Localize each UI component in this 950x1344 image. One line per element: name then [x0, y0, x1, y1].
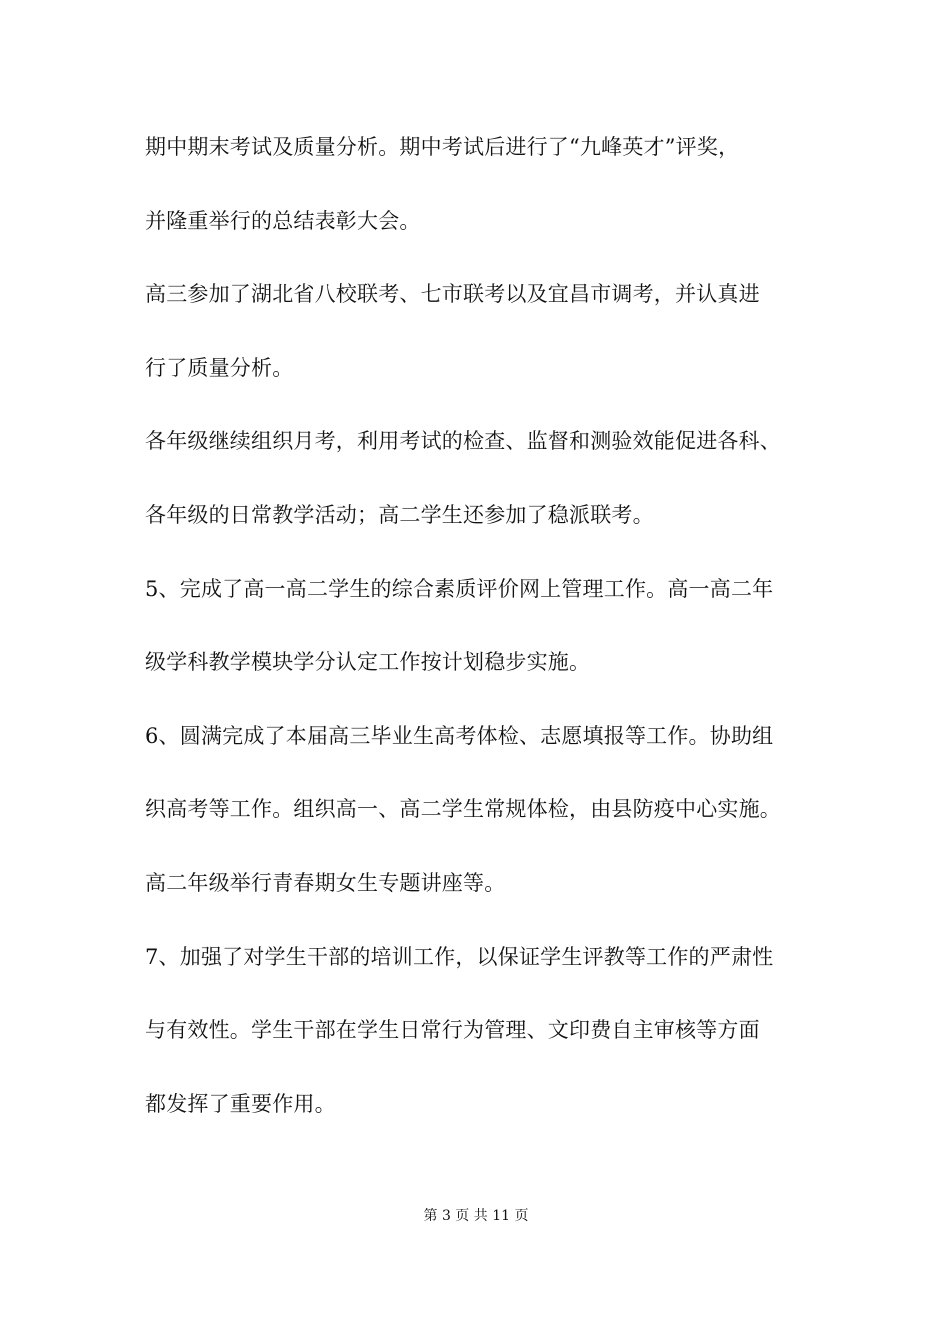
text-line: 6、圆满完成了本届高三毕业生高考体检、志愿填报等工作。协助组	[145, 723, 774, 748]
text-line: 织高考等工作。组织高一、高二学生常规体检，由县防疫中心实施。	[145, 797, 781, 822]
body-text	[145, 125, 825, 1155]
page-number: 第 3 页 共 11 页	[423, 1208, 529, 1224]
text-line: 期中期末考试及质量分析。期中考试后进行了“九峰英才”评奖，	[145, 135, 740, 159]
text-line: 行了质量分析。	[145, 355, 294, 380]
text-line: 并隆重举行的总结表彰大会。	[145, 208, 421, 233]
text-line: 级学科教学模块学分认定工作按计划稳步实施。	[145, 650, 591, 675]
text-line: 7、加强了对学生干部的培训工作，以保证学生评教等工作的严肃性	[145, 944, 774, 969]
text-line: 高三参加了湖北省八校联考、七市联考以及宜昌市调考，并认真进	[145, 282, 760, 307]
text-line: 高二年级举行青春期女生专题讲座等。	[145, 870, 506, 895]
page-footer	[0, 1204, 950, 1228]
text-line: 与有效性。学生干部在学生日常行为管理、文印费自主审核等方面	[145, 1018, 760, 1043]
text-line: 各年级继续组织月考，利用考试的检查、监督和测验效能促进各科、	[145, 429, 781, 454]
text-line: 各年级的日常教学活动；高二学生还参加了稳派联考。	[145, 502, 654, 527]
text-line: 5、完成了高一高二学生的综合素质评价网上管理工作。高一高二年	[145, 576, 774, 601]
text-line: 都发挥了重要作用。	[145, 1091, 336, 1116]
